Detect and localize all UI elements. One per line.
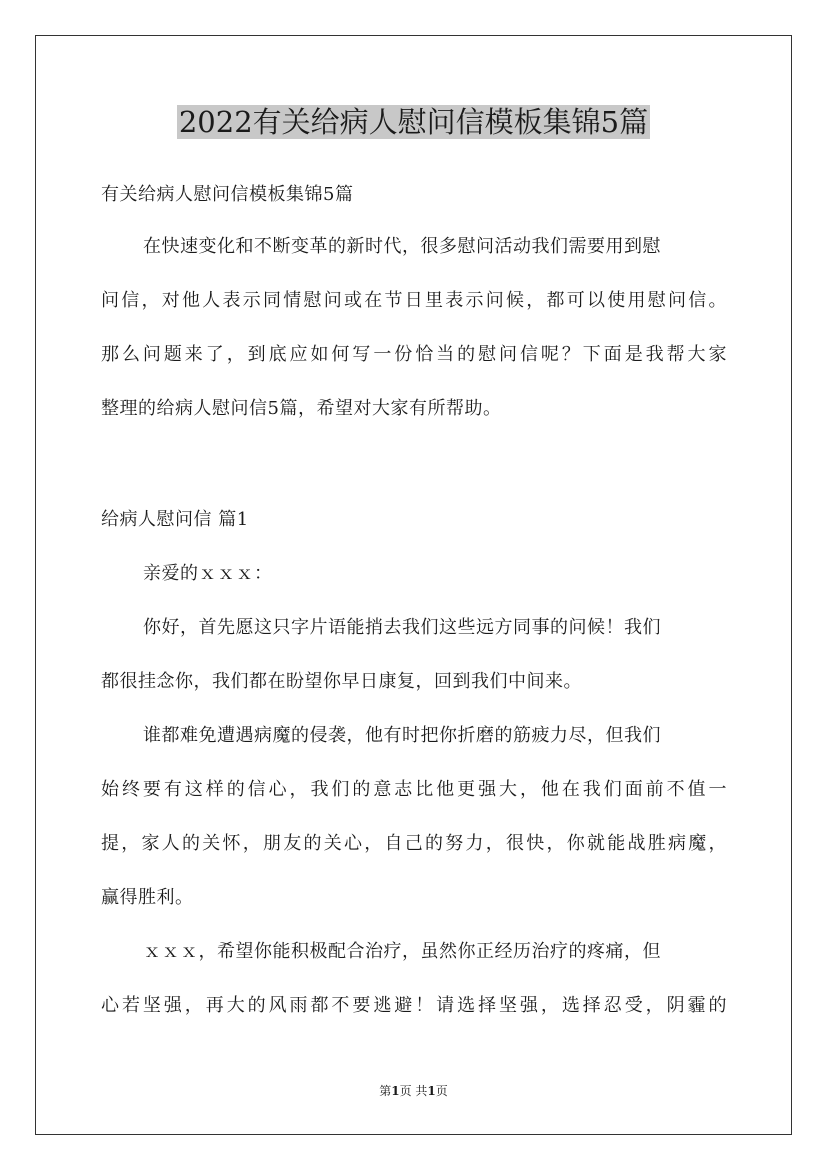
intro-line-3: 那么问题来了，到底应如何写一份恰当的慰问信呢？下面是我帮大家 bbox=[101, 344, 727, 365]
document-title-text: 2022有关给病人慰问信模板集锦5篇 bbox=[178, 105, 649, 139]
footer-page-number: 1 bbox=[391, 1084, 400, 1098]
body-line-3: 谁都难免遭遇病魔的侵袭，他有时把你折磨的筋疲力尽，但我们 bbox=[143, 725, 661, 746]
body-line-4: 始终要有这样的信心，我们的意志比他更强大，他在我们面前不值一 bbox=[101, 779, 727, 800]
salutation: 亲爱的ｘｘｘ： bbox=[143, 563, 273, 584]
intro-line-4: 整理的给病人慰问信5篇，希望对大家有所帮助。 bbox=[101, 398, 502, 419]
page-footer bbox=[0, 1083, 827, 1099]
body-line-6: 赢得胜利。 bbox=[101, 887, 194, 908]
body-line-2: 都很挂念你，我们都在盼望你早日康复，回到我们中间来。 bbox=[101, 671, 582, 692]
section-heading: 给病人慰问信 篇1 bbox=[101, 509, 249, 530]
body-line-5: 提，家人的关怀，朋友的关心，自己的努力，很快，你就能战胜病魔， bbox=[101, 833, 727, 854]
body-line-8: 心若坚强，再大的风雨都不要逃避！请选择坚强，选择忍受，阴霾的 bbox=[101, 995, 727, 1016]
intro-line-1: 在快速变化和不断变革的新时代，很多慰问活动我们需要用到慰 bbox=[143, 236, 661, 257]
subtitle: 有关给病人慰问信模板集锦5篇 bbox=[101, 184, 354, 205]
intro-line-2: 问信，对他人表示同情慰问或在节日里表示问候，都可以使用慰问信。 bbox=[101, 290, 727, 311]
body-line-7: ｘｘｘ，希望你能积极配合治疗，虽然你正经历治疗的疼痛，但 bbox=[143, 941, 661, 962]
footer-prefix: 第 bbox=[379, 1084, 392, 1098]
footer-suffix: 页 bbox=[435, 1084, 448, 1098]
footer-total-pages: 1 bbox=[427, 1084, 436, 1098]
footer-mid: 页 共 bbox=[399, 1084, 428, 1098]
body-line-1: 你好，首先愿这只字片语能捎去我们这些远方同事的问候！我们 bbox=[143, 617, 661, 638]
document-title bbox=[0, 100, 827, 144]
